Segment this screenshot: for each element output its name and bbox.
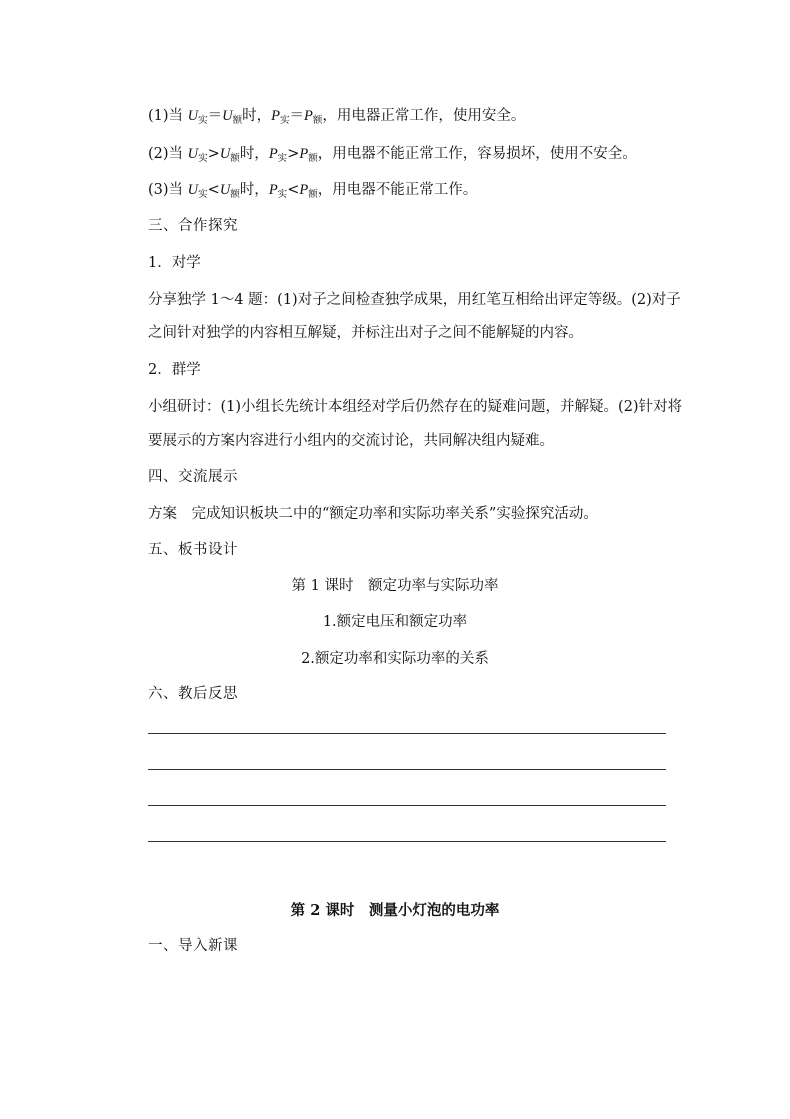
- condition-1: [148, 104, 525, 126]
- board-title: 第 1 课时 额定功率与实际功率: [291, 578, 499, 594]
- subscript: 额: [230, 153, 240, 164]
- rated-power-symbol: P: [299, 182, 309, 198]
- reflection-line-2: [148, 769, 666, 770]
- reflection-line-3: [148, 805, 666, 806]
- condition-number: (1)当: [148, 108, 188, 124]
- subscript: 实: [280, 115, 290, 126]
- relation-sign: <: [207, 182, 220, 198]
- subsection-group-study-heading: 2．群学: [148, 362, 201, 378]
- rated-voltage-symbol: U: [219, 182, 231, 198]
- rated-voltage-symbol: U: [222, 108, 233, 124]
- rated-power-symbol: P: [299, 146, 309, 162]
- relation-sign: <: [287, 182, 300, 198]
- pair-study-paragraph-line-1: 分享独学 1～4 题：(1)对子之间检查独学成果，用红笔互相给出评定等级。(2)对子: [148, 292, 681, 308]
- reflection-line-4: [148, 841, 666, 842]
- subsection-pair-study-heading: 1．对学: [148, 255, 201, 271]
- reflection-line-1: [148, 733, 666, 734]
- relation-sign: >: [287, 146, 300, 162]
- subscript: 实: [277, 153, 288, 164]
- section-5-heading: 五、板书设计: [148, 542, 238, 558]
- board-item-2: 2.额定功率和实际功率的关系: [301, 651, 489, 667]
- section-6-heading: 六、教后反思: [148, 686, 238, 702]
- subscript: 实: [277, 189, 288, 200]
- text: 时，: [239, 182, 269, 198]
- actual-power-symbol: P: [268, 182, 278, 198]
- condition-number: (3)当: [148, 182, 188, 198]
- lesson-2-title: 第 2 课时 测量小灯泡的电功率: [290, 902, 500, 919]
- group-study-paragraph-line-2: 要展示的方案内容进行小组内的交流讨论，共同解决组内疑难。: [148, 433, 554, 449]
- rated-voltage-symbol: U: [219, 146, 231, 162]
- actual-power-symbol: P: [268, 146, 278, 162]
- section-3-heading: 三、合作探究: [148, 218, 238, 234]
- rated-power-symbol: P: [304, 108, 313, 124]
- subscript: 额: [230, 189, 240, 200]
- subscript: 实: [198, 115, 208, 126]
- relation-sign: >: [207, 146, 220, 162]
- condition-result: ，用电器正常工作，使用安全。: [322, 108, 526, 124]
- plan-paragraph: 方案 完成知识板块二中的“额定功率和实际功率关系”实验探究活动。: [148, 506, 598, 522]
- text: 时，: [242, 108, 272, 124]
- board-item-1: 1.额定电压和额定功率: [322, 614, 468, 630]
- subscript: 额: [308, 153, 318, 164]
- subscript: 实: [198, 189, 208, 200]
- group-study-paragraph-line-1: 小组研讨：(1)小组长先统计本组经对学后仍然存在的疑难问题，并解疑。(2)针对将: [148, 399, 683, 415]
- subscript: 额: [232, 115, 243, 126]
- actual-power-symbol: P: [271, 108, 281, 124]
- pair-study-paragraph-line-2: 之间针对独学的内容相互解疑，并标注出对子之间不能解疑的内容。: [148, 325, 583, 341]
- condition-number: (2)当: [148, 146, 188, 162]
- relation-sign: ＝: [289, 108, 305, 124]
- actual-voltage-symbol: U: [187, 146, 199, 162]
- condition-3: [148, 178, 477, 200]
- relation-sign: ＝: [207, 108, 223, 124]
- condition-result: ，用电器不能正常工作，容易损坏，使用不安全。: [317, 146, 637, 162]
- condition-result: ，用电器不能正常工作。: [317, 182, 478, 198]
- section-4-heading: 四、交流展示: [148, 469, 238, 485]
- subscript: 额: [308, 189, 318, 200]
- text: 时，: [239, 146, 269, 162]
- subscript: 实: [198, 153, 208, 164]
- lesson-2-section-1-heading: 一、导入新课: [148, 938, 238, 954]
- actual-voltage-symbol: U: [187, 182, 199, 198]
- subscript: 额: [312, 115, 323, 126]
- actual-voltage-symbol: U: [187, 108, 199, 124]
- condition-2: [148, 142, 637, 164]
